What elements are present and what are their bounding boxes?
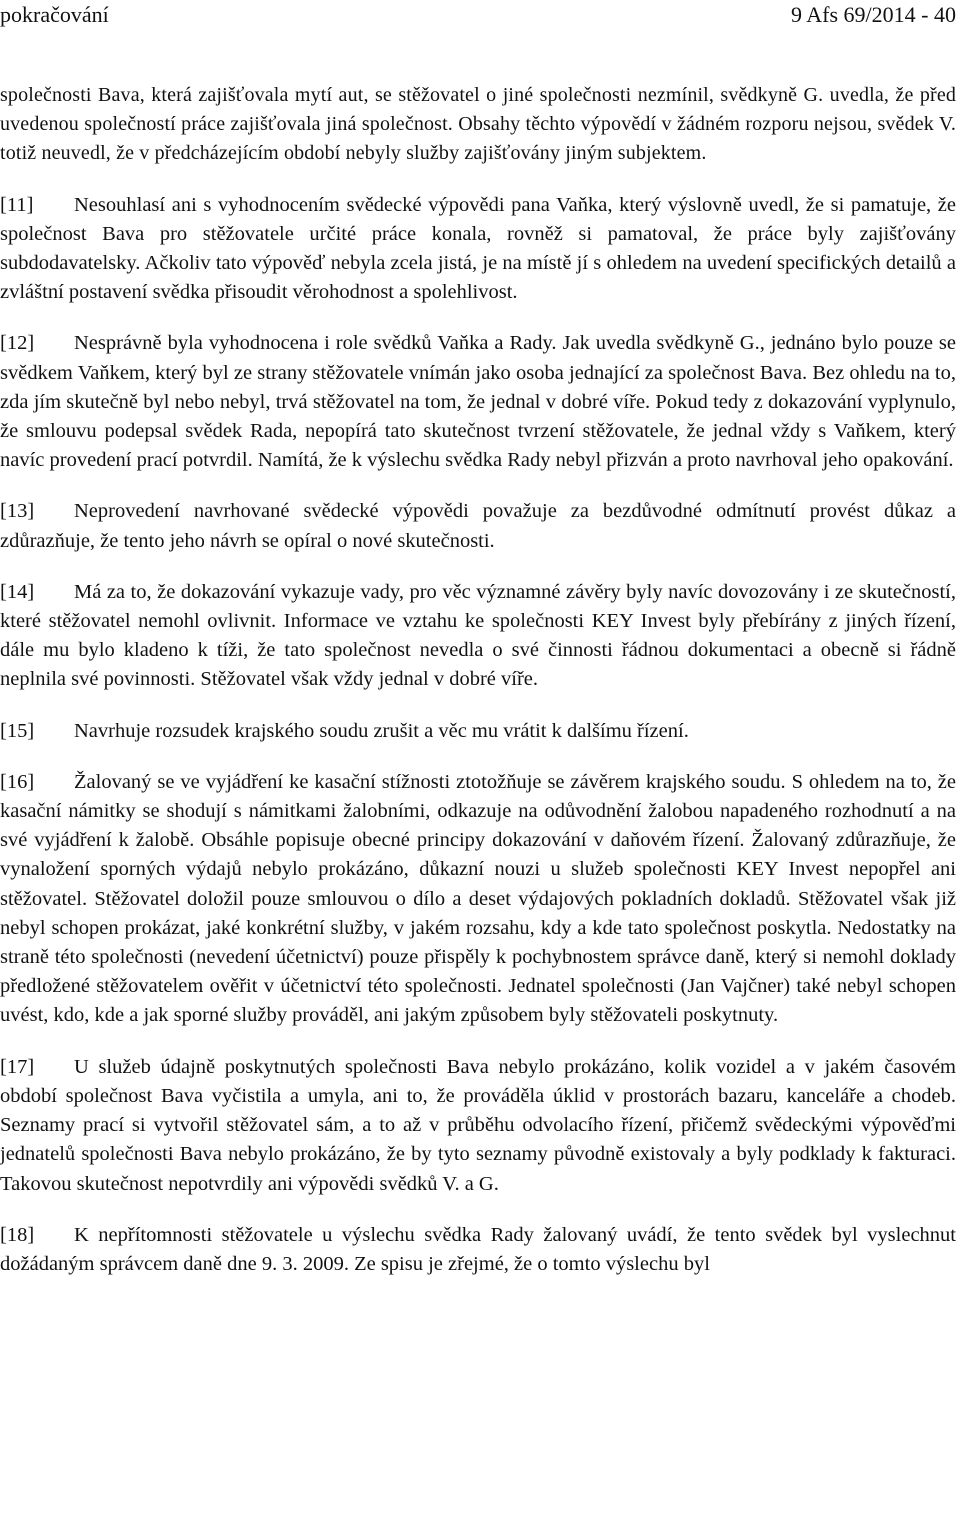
paragraph-text: Žalovaný se ve vyjádření ke kasační stížnosti ztotožňuje se závěrem krajského soudu. S ohledem na to, že kasační námitky se shodují s námitkami žalobními, odkazuje na odůvodnění žalobou napadeného rozhodnutí a na své vyjádření k žalobě. Obsáhle popisuje obecné principy dokazování v daňovém řízení. Žalovaný zdůrazňuje, že vynaložení sporných výdajů nebylo prokázáno, důkazní nouzi u služeb společnosti KEY Invest nepopřel ani stěžovatel. Stěžovatel doložil pouze smlouvou o dílo a deset výdajových pokladních dokladů. Stěžovatel však již nebyl schopen prokázat, jaké konkrétní služby, v jakém rozsahu, kdy a kde tato společnost poskytla. Nedostatky na straně této společnosti (nevedení účetnictví) pouze přispěly k pochybnostem správce daně, který si nemohl doklady předložené stěžovatelem ověřit v účetnictví této společnosti. Jednatel společnosti (Jan Vajčner) také nebyl schopen uvést, kdo, kde a jak sporné služby prováděl, ani jakým způsobem byly stěžovateli poskytnuty. [0, 770, 956, 1027]
paragraph-number: [16] [0, 770, 35, 793]
paragraph-number: [12] [0, 332, 35, 355]
paragraph-number: [17] [0, 1055, 35, 1078]
paragraph-15 [0, 717, 956, 746]
paragraph-text: Navrhuje rozsudek krajského soudu zrušit a věc mu vrátit k dalšímu řízení. [74, 719, 689, 742]
paragraph-text: Nesouhlasí ani s vyhodnocením svědecké výpovědi pana Vaňka, který výslovně uvedl, že si pamatuje, že společnost Bava pro stěžovatele určité práce konala, rovněž si pamatoval, že práce byly zajišťovány subdodavatelsky. Ačkoliv tato výpověď nebyla zcela jistá, je na místě jí s ohledem na uvedení specifických detailů a zvláštní postavení svědka přisoudit věrohodnost a spolehlivost. [0, 193, 956, 304]
paragraph-text: Neprovedení navrhované svědecké výpovědi považuje za bezdůvodné odmítnutí provést důkaz a zdůrazňuje, že tento jeho návrh se opíral o nové skutečnosti. [0, 500, 956, 552]
paragraph-number: [18] [0, 1223, 35, 1246]
paragraph-text: U služeb údajně poskytnutých společnosti Bava nebylo prokázáno, kolik vozidel a v jakém časovém období společnost Bava vyčistila a umyla, ani to, že prováděla úklid v prostorách bazaru, kanceláře a chodeb. Seznamy prací si vytvořil stěžovatel sám, a to až v průběhu odvolacího řízení, přičemž svědeckými výpověďmi jednatelů společnosti Bava nebylo prokázáno, že by tyto seznamy původně existovaly a byly podklady k fakturaci. Takovou skutečnost nepotvrdily ani výpovědi svědků V. a G. [0, 1055, 956, 1195]
paragraph-number: [13] [0, 500, 35, 523]
paragraph-text: Má za to, že dokazování vykazuje vady, pro věc významné závěry byly navíc dovozovány i ze skutečností, které stěžovatel nemohl ovlivnit. Informace ve vztahu ke společnosti KEY Invest byly přebírány z jiných řízení, dále mu bylo kladeno k tíži, že tato společnost nevedla o své činnosti řádnou dokumentaci a obecně si řádně neplnila své povinnosti. Stěžovatel však vždy jednal v dobré víře. [0, 580, 956, 691]
paragraph-number: [14] [0, 580, 35, 603]
paragraph-number: [11] [0, 193, 34, 216]
paragraph-12 [0, 329, 956, 475]
continuation-label: pokračování [0, 2, 109, 27]
paragraph-11 [0, 191, 956, 308]
page-header [0, 2, 960, 28]
paragraph-text: společnosti Bava, která zajišťovala mytí aut, se stěžovatel o jiné společnosti nezmínil, svědkyně G. uvedla, že před uvedenou společností práce zajišťovala jiná společnost. Obsahy těchto výpovědí v žádném rozporu nejsou, svědek V. totiž neuvedl, že v předcházejícím období nebyly služby zajišťovány jiným subjektem. [0, 84, 956, 165]
paragraph-13 [0, 497, 956, 555]
paragraph-number: [15] [0, 719, 35, 742]
case-number: 9 Afs 69/2014 - 40 [791, 2, 956, 27]
paragraph-16 [0, 768, 956, 1031]
document-body [0, 81, 956, 1301]
paragraph-17 [0, 1053, 956, 1199]
paragraph-14 [0, 578, 956, 695]
paragraph-continued [0, 81, 956, 169]
paragraph-text: Nesprávně byla vyhodnocena i role svědků Vaňka a Rady. Jak uvedla svědkyně G., jednáno bylo pouze se svědkem Vaňkem, který byl ze strany stěžovatele vnímán jako osoba jednající za společnost Bava. Bez ohledu na to, zda jím skutečně byl nebo nebyl, trvá stěžovatel na tom, že jednal v dobré víře. Pokud tedy z dokazování vyplynulo, že smlouvu podepsal svědek Rada, nepopírá tato skutečnost tvrzení stěžovatele, že jednal vždy s Vaňkem, který navíc provedení prací potvrdil. Namítá, že k výslechu svědka Rady nebyl přizván a proto navrhoval jeho opakování. [0, 332, 956, 472]
paragraph-text: K nepřítomnosti stěžovatele u výslechu svědka Rady žalovaný uvádí, že tento svědek byl vyslechnut dožádaným správcem daně dne 9. 3. 2009. Ze spisu je zřejmé, že o tomto výslechu byl [0, 1223, 956, 1275]
paragraph-18 [0, 1221, 956, 1279]
